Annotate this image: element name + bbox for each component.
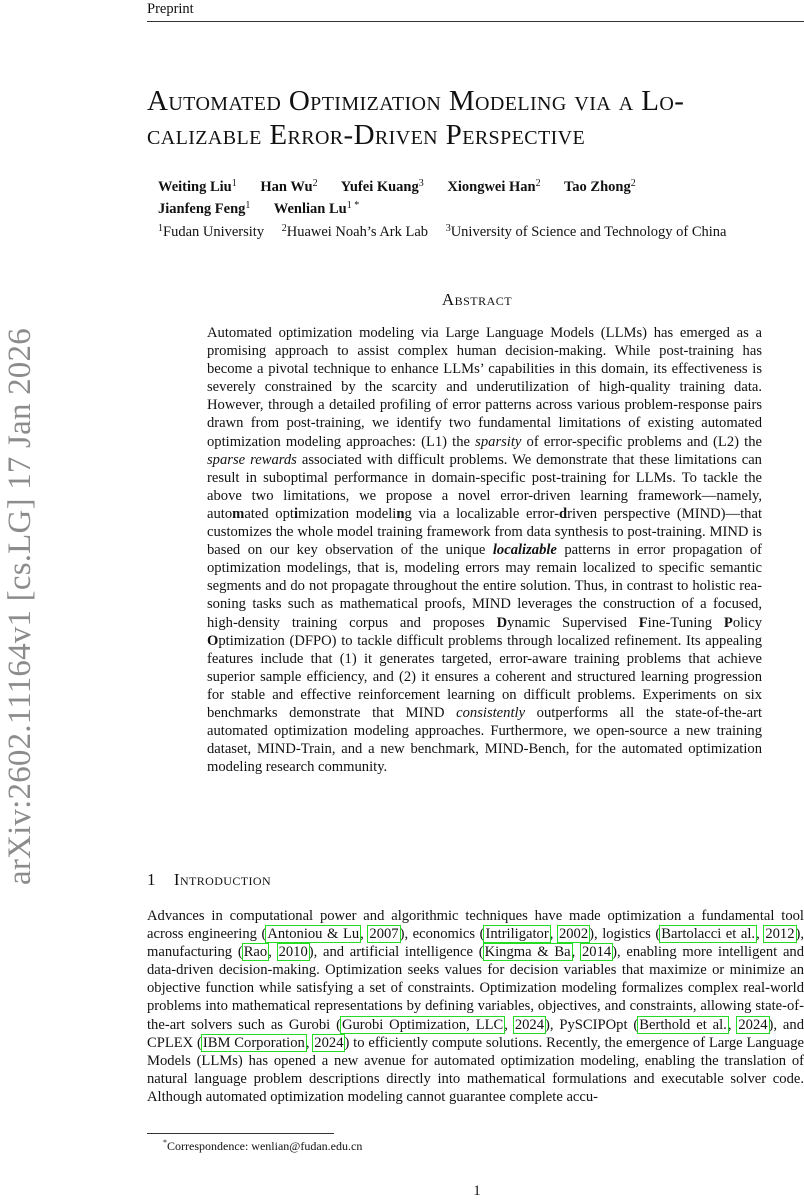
citation-year-link[interactable]: 2014: [581, 944, 612, 961]
author-list: [158, 176, 804, 220]
author: Wenlian $Lu^{1 *}$: [273, 200, 360, 217]
citation-link[interactable]: Intriligator: [485, 926, 549, 943]
footnote: [163, 1138, 362, 1154]
citation-year-link[interactable]: 2024: [314, 1034, 344, 1051]
citation-link[interactable]: Bartolacci et al.: [661, 926, 756, 943]
affiliation: $^1$Fudan University: [158, 223, 265, 240]
title-line-1: Automated Optimization Modeling via a Lo-: [147, 85, 685, 117]
arxiv-stamp[interactable]: arXiv:2602.11164v1 [cs.LG] 17 Jan 2026: [2, 328, 38, 885]
page-number: 1: [473, 1183, 481, 1199]
author: Jianfeng Feng$^1$: [158, 200, 251, 217]
citation-year-link[interactable]: 2012: [765, 926, 795, 943]
citation-year-link[interactable]: 2002: [558, 926, 589, 943]
author: Xiongwei Han$^2$: [447, 178, 541, 195]
citation-link[interactable]: IBM Corporation: [202, 1034, 305, 1051]
section-heading-introduction: [147, 870, 271, 890]
abstract-heading: Abstract: [441, 290, 513, 309]
affiliation: $^3$University of Science and Technology of China: [445, 223, 727, 240]
affiliation: $^2$Huawei Noah’s Ark Lab: [281, 223, 429, 240]
introduction-body: Advances in computational power and algorithmic techniques have made optimization a fundamental tool across engineering (Antoniou & Lu, 2007), economics (Intriligator, 2002), logistics (Bartolacci et al., 2012), manufacturing (Rao, 2010), and artificial intelligence (Kingma & Ba, 2014), enabling more intelligent and data-driven decision-making. Optimization seeks values for decision variables that maximize or minimize an objective function while satisfying a set of constraints. Optimization modeling formalizes complex real-world problems into mathematical representations by defining variables, objectives, and constraints, allowing state-of-the-art solvers such as Gurobi (Gurobi Optimization, LLC, 2024), PySCIPOpt (Berthold et al., 2024), and CPLEX (IBM Corporation, 2024) to efficiently compute solutions. Recently, the emergence of Large Language Models (LLMs) has opened a new avenue for automated optimization modeling, enabling the translation of natural language problem descriptions directly into mathematical formulations and executable solver code. Although automated optimization modeling cannot guarantee complete accu-: [147, 908, 804, 1105]
author: Yufei Kuang$^3$: [340, 178, 424, 195]
footnote-mark: *: [163, 1138, 167, 1147]
author: Tao Zhong$^2$: [563, 178, 636, 195]
paper-title: [147, 84, 804, 152]
citation-year-link[interactable]: 2010: [278, 944, 308, 961]
running-title: Preprint: [147, 1, 194, 17]
citation-link[interactable]: Kingma & Ba: [484, 944, 571, 961]
footnote-text: Correspondence: wenlian@fudan.edu.cn: [167, 1139, 363, 1153]
title-line-2: calizable Error-Driven Perspective: [147, 119, 586, 151]
citation-year-link[interactable]: 2024: [738, 1016, 768, 1033]
running-header: [147, 0, 804, 22]
citation-link[interactable]: Berthold et al.: [639, 1016, 727, 1033]
citation-link[interactable]: Rao: [243, 944, 268, 961]
footnote-divider: [147, 1133, 334, 1134]
affiliation-list: [158, 223, 804, 241]
citation-link[interactable]: Antoniou & Lu: [267, 926, 360, 943]
section-title: Introduction: [173, 870, 272, 889]
citation-link[interactable]: Gurobi Optimization, LLC: [341, 1016, 504, 1033]
author: Weiting Liu$^1$: [158, 178, 237, 195]
citation-year-link[interactable]: 2007: [369, 926, 399, 943]
section-number: 1: [147, 870, 156, 889]
citation-year-link[interactable]: 2024: [514, 1016, 544, 1033]
author: Han Wu$^2$: [260, 178, 318, 195]
abstract-body: Automated optimization modeling via Large Language Models (LLMs) has emerged as a promising approach to assist complex human decision-making. While post-training has become a pivotal technique to enhance LLMs’ capabilities in this domain, its effectiveness is severely constrained by the scarcity and underutilization of high-quality training data. However, through a detailed profiling of error patterns across various problem-response pairs drawn from post-training, we identify two fundamental limitations of existing automated optimization modeling approaches: (L1) the sparsity of error-specific problems and (L2) the sparse rewards associated with difficult problems. We demonstrate that these limitations can result in suboptimal performance in domain-specific post-training for LLMs. To tackle the above two limitations, we propose a novel error-driven learning framework—namely, automated optimization modeling via a localizable error-driven perspective (MIND)—that customizes the whole model training framework from data synthesis to post-training. MIND is based on our key observation of the unique localizable patterns in error propagation of optimization modelings, that is, modeling errors may remain localized to specific semantic segments and do not propagate throughout the entire solution. Thus, in contrast to holistic reasoning tasks such as mathematical proofs, MIND leverages the construction of a focused, high-density training corpus and proposes Dynamic Supervised Fine-Tuning Policy Optimization (DFPO) to tackle difficult problems through localized refinement. Its appealing features include that (1) it generates targeted, error-aware training problems that achieve superior sample efficiency, and (2) it ensures a coherent and structured learning progression for stable and effective reinforcement learning on difficult problems. Experiments on six benchmarks demonstrate that MIND consistently outperforms all the state-of-the-art automated optimization modeling approaches. Furthermore, we open-source a new training dataset, MIND-Train, and a new benchmark, MIND-Bench, for the automated optimization modeling research community.: [207, 325, 763, 776]
